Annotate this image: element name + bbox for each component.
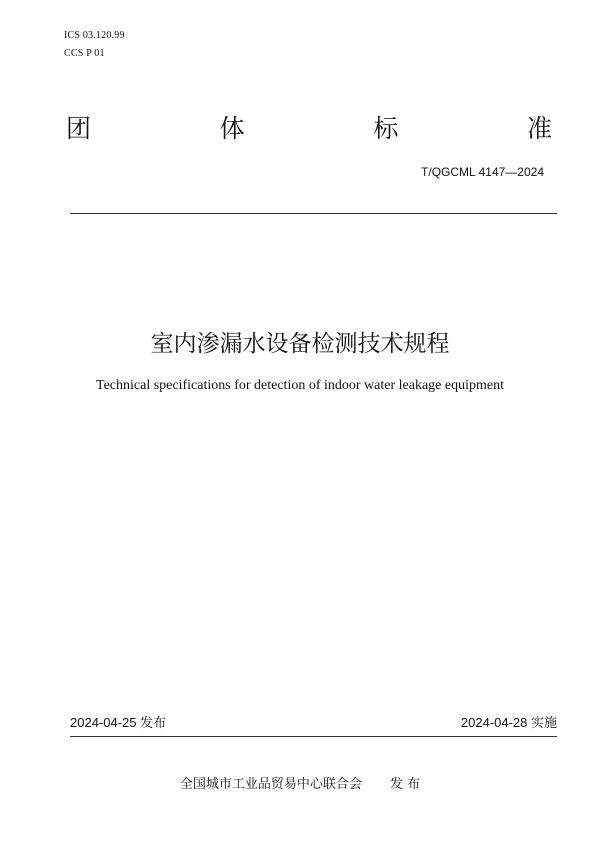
- standard-type-char: 团: [66, 114, 92, 143]
- classification-codes: [64, 27, 125, 63]
- standard-type-char: 标: [373, 114, 399, 143]
- publisher-action: 发 布: [389, 777, 421, 792]
- standard-type-heading: [66, 112, 552, 146]
- implementation-date: 2024-04-28 实施: [460, 715, 557, 730]
- publisher-name: 全国城市工业品贸易中心联合会: [179, 777, 362, 792]
- top-divider: [70, 213, 557, 214]
- bottom-divider: [70, 736, 557, 737]
- standard-number: T/QGCML 4147—2024: [421, 165, 544, 179]
- ics-code: ICS 03.120.99: [64, 30, 125, 41]
- title-english: Technical specifications for detection of indoor water leakage equipment: [96, 378, 504, 393]
- standard-type-char: 体: [219, 114, 245, 143]
- publisher-line: [0, 776, 600, 794]
- title-chinese: 室内渗漏水设备检测技术规程: [150, 331, 450, 357]
- issue-date: 2024-04-25 发布: [70, 715, 167, 730]
- standard-type-char: 准: [526, 114, 552, 143]
- ccs-code: CCS P 01: [64, 48, 105, 59]
